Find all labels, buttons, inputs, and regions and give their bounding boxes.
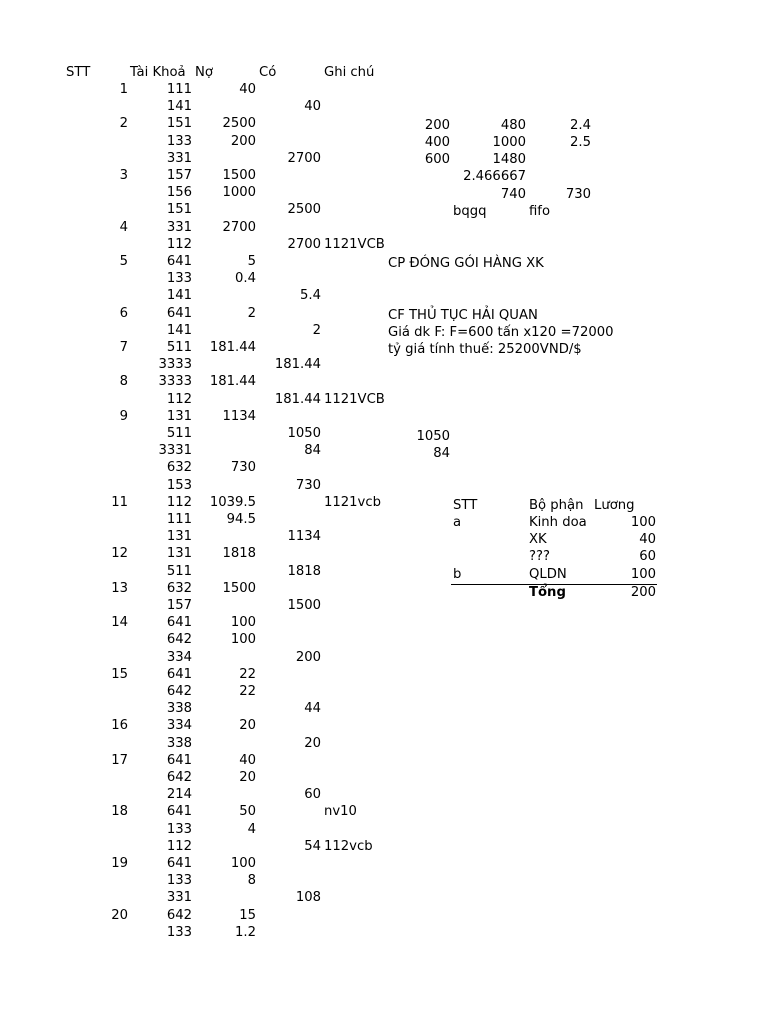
row-account: 141 [166,288,192,303]
row-stt: 14 [111,615,128,630]
row-account: 133 [166,822,192,837]
note-price: Giá dk F: F=600 tấn x120 =72000 [388,325,614,340]
row-account: 641 [166,804,192,819]
row-account: 133 [166,134,192,149]
row-debit: 2 [247,306,256,321]
row-debit: 100 [230,856,256,871]
row-debit: 1500 [222,168,256,183]
row-debit: 730 [230,460,256,475]
row-account: 141 [166,99,192,114]
row-debit: 1.2 [235,925,256,940]
row-account: 511 [166,426,192,441]
row-debit: 22 [239,667,256,682]
row-account: 3333 [158,374,192,389]
row-credit: 44 [304,701,321,716]
header-note: Ghi chú [324,65,375,80]
calc-label-fifo: fifo [529,204,551,219]
calc-cell: 740 [500,187,526,202]
row-stt: 13 [111,581,128,596]
row-credit: 730 [295,478,321,493]
row-credit: 1818 [287,564,321,579]
row-stt: 5 [119,254,128,269]
header-stt: STT [66,65,91,80]
salary-total-label: Tổng [529,585,566,600]
row-debit: 40 [239,82,256,97]
row-stt: 6 [119,306,128,321]
row-account: 642 [166,632,192,647]
row-credit: 20 [304,736,321,751]
row-credit: 40 [304,99,321,114]
note-number: 1050 [416,429,450,444]
salary-row-stt: b [453,567,462,582]
row-debit: 15 [239,908,256,923]
row-stt: 8 [119,374,128,389]
calc-cell: 600 [424,152,450,167]
row-debit: 2500 [222,116,256,131]
row-account: 331 [166,890,192,905]
row-account: 511 [166,564,192,579]
row-debit: 0.4 [235,271,256,286]
calc-cell: 2.4 [570,118,591,133]
row-account: 133 [166,873,192,888]
row-credit: 1134 [287,529,321,544]
calc-cell: 400 [424,135,450,150]
salary-header-stt: STT [453,498,478,513]
row-debit: 40 [239,753,256,768]
row-account: 338 [166,701,192,716]
row-account: 133 [166,925,192,940]
note-rate: tỷ giá tính thuế: 25200VND/$ [388,342,582,357]
row-account: 112 [166,839,192,854]
row-debit: 94.5 [226,512,256,527]
row-debit: 181.44 [209,374,256,389]
salary-row-dept: XK [529,532,547,547]
header-debit: Nợ [195,65,213,80]
row-credit: 54 [304,839,321,854]
row-account: 3331 [158,443,192,458]
salary-row-amount: 40 [639,532,656,547]
row-debit: 100 [230,615,256,630]
header-account: Tài Khoả [130,65,186,80]
row-account: 632 [166,581,192,596]
row-stt: 9 [119,409,128,424]
row-account: 331 [166,220,192,235]
salary-row-amount: 100 [630,515,656,530]
row-debit: 1818 [222,546,256,561]
row-debit: 50 [239,804,256,819]
row-credit: 2 [312,323,321,338]
salary-row-dept: ??? [529,549,550,564]
row-account: 641 [166,856,192,871]
row-account: 3333 [158,357,192,372]
row-credit: 60 [304,787,321,802]
calc-cell: 1000 [492,135,526,150]
note-customs: CF THỦ TỤC HẢI QUAN [388,308,538,323]
calc-cell: 1480 [492,152,526,167]
row-account: 334 [166,650,192,665]
calc-label-bqgq: bqgq [453,204,487,219]
row-debit: 20 [239,770,256,785]
row-debit: 1134 [222,409,256,424]
row-account: 338 [166,736,192,751]
row-account: 642 [166,770,192,785]
row-stt: 7 [119,340,128,355]
row-credit: 2700 [287,151,321,166]
row-debit: 8 [247,873,256,888]
row-debit: 4 [247,822,256,837]
salary-total-amount: 200 [630,585,656,600]
salary-row-amount: 60 [639,549,656,564]
row-account: 141 [166,323,192,338]
row-debit: 22 [239,684,256,699]
row-stt: 2 [119,116,128,131]
row-account: 214 [166,787,192,802]
row-credit: 2500 [287,202,321,217]
row-credit: 181.44 [274,357,321,372]
row-account: 112 [166,237,192,252]
row-stt: 19 [111,856,128,871]
row-account: 157 [166,598,192,613]
row-account: 511 [166,340,192,355]
row-account: 111 [166,512,192,527]
row-debit: 2700 [222,220,256,235]
row-account: 641 [166,615,192,630]
row-account: 157 [166,168,192,183]
note-number: 84 [433,446,450,461]
row-stt: 20 [111,908,128,923]
salary-row-amount: 100 [630,567,656,582]
row-credit: 200 [295,650,321,665]
salary-row-dept: Kinh doa [529,515,587,530]
row-debit: 181.44 [209,340,256,355]
row-debit: 200 [230,134,256,149]
row-account: 632 [166,460,192,475]
row-account: 133 [166,271,192,286]
calc-cell: 730 [565,187,591,202]
row-account: 642 [166,908,192,923]
salary-header-dept: Bộ phận [529,498,584,513]
row-account: 641 [166,753,192,768]
row-account: 331 [166,151,192,166]
row-note: 1121VCB [324,392,385,407]
salary-header-amount: Lương [594,498,635,513]
calc-cell: 480 [500,118,526,133]
row-note: 1121VCB [324,237,385,252]
salary-row-dept: QLDN [529,567,567,582]
row-credit: 1050 [287,426,321,441]
row-account: 642 [166,684,192,699]
calc-cell: 200 [424,118,450,133]
row-account: 131 [166,546,192,561]
row-note: 112vcb [324,839,373,854]
note-packing: CP ĐÓNG GÓI HÀNG XK [388,256,544,271]
row-account: 641 [166,306,192,321]
row-account: 131 [166,409,192,424]
row-stt: 17 [111,753,128,768]
row-stt: 3 [119,168,128,183]
row-account: 151 [166,202,192,217]
row-credit: 2700 [287,237,321,252]
row-stt: 11 [111,495,128,510]
row-debit: 100 [230,632,256,647]
salary-row-stt: a [453,515,462,530]
row-stt: 15 [111,667,128,682]
row-debit: 5 [247,254,256,269]
row-stt: 16 [111,718,128,733]
row-account: 641 [166,254,192,269]
row-stt: 18 [111,804,128,819]
row-credit: 84 [304,443,321,458]
row-account: 334 [166,718,192,733]
row-account: 112 [166,495,192,510]
row-debit: 1000 [222,185,256,200]
row-credit: 1500 [287,598,321,613]
row-debit: 1500 [222,581,256,596]
calc-average: 2.466667 [463,169,526,184]
row-note: 1121vcb [324,495,381,510]
row-account: 111 [166,82,192,97]
row-stt: 12 [111,546,128,561]
row-debit: 1039.5 [209,495,256,510]
calc-cell: 2.5 [570,135,591,150]
row-credit: 5.4 [300,288,321,303]
row-stt: 1 [119,82,128,97]
header-credit: Có [259,65,277,80]
row-account: 151 [166,116,192,131]
row-account: 641 [166,667,192,682]
row-stt: 4 [119,220,128,235]
row-credit: 108 [295,890,321,905]
row-account: 112 [166,392,192,407]
row-note: nv10 [324,804,357,819]
row-account: 131 [166,529,192,544]
row-account: 153 [166,478,192,493]
row-account: 156 [166,185,192,200]
row-credit: 181.44 [274,392,321,407]
row-debit: 20 [239,718,256,733]
